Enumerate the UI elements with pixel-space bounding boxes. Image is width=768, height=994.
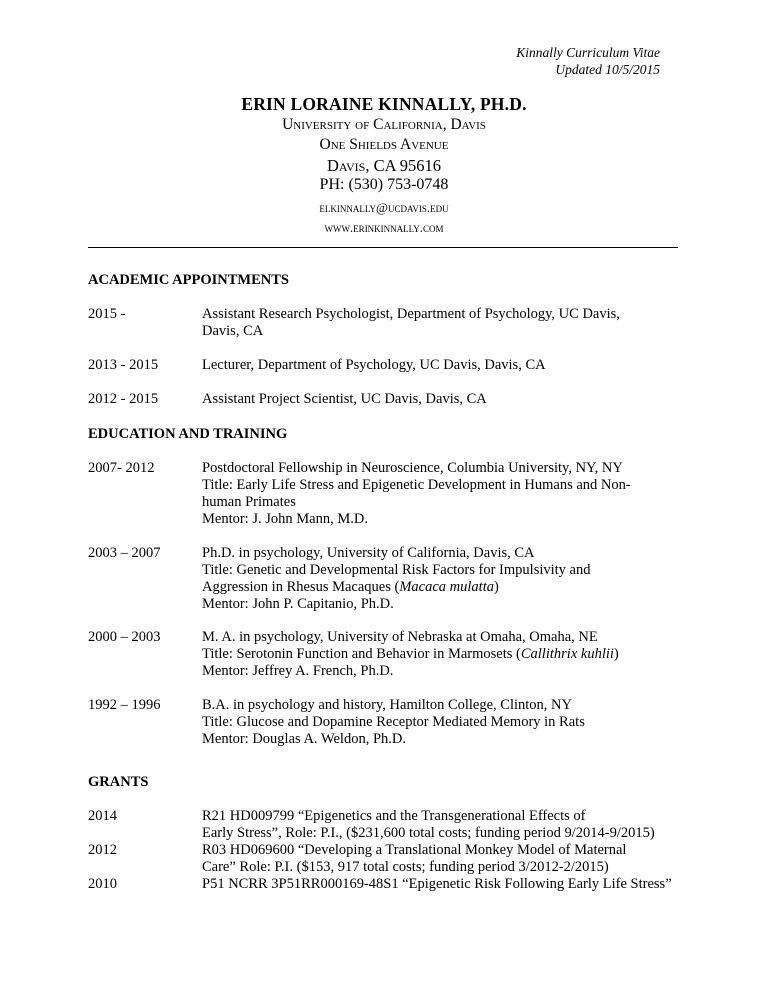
- entry-line: Assistant Research Psychologist, Department of Psychology, UC Davis,: [202, 306, 620, 322]
- cv-name: ERIN LORAINE KINNALLY, PH.D.: [241, 94, 527, 114]
- grant-line: R21 HD009799 “Epigenetics and the Transgenerational Effects of: [202, 808, 586, 824]
- phone: PH: (530) 753-0748: [319, 176, 449, 193]
- title-text: ): [613, 646, 619, 662]
- entry-date: 2003 – 2007: [88, 545, 161, 561]
- species-name: Macaca mulatta: [399, 579, 494, 595]
- header-divider: [88, 247, 678, 248]
- title-line: [202, 579, 682, 596]
- running-title: Kinnally Curriculum Vitae: [516, 45, 660, 60]
- entry-line: Davis, CA: [202, 323, 264, 339]
- title-line: Title: Glucose and Dopamine Receptor Mediated Memory in Rats: [202, 714, 585, 730]
- title-line: human Primates: [202, 494, 296, 510]
- grant-year: 2010: [88, 876, 117, 892]
- city-address: Davis, CA 95616: [326, 156, 441, 175]
- street-address: One Shields Avenue: [319, 136, 449, 153]
- updated-date: Updated 10/5/2015: [555, 62, 660, 77]
- running-header: [516, 44, 660, 78]
- section-heading-education: EDUCATION AND TRAINING: [88, 426, 288, 442]
- species-name: Callithrix kuhlii: [520, 646, 614, 662]
- entry-date: 1992 – 1996: [88, 697, 161, 713]
- section-heading-grants: GRANTS: [88, 774, 149, 790]
- title-text: Title: Serotonin Function and Behavior in Marmosets (: [202, 646, 521, 662]
- title-text: ): [493, 579, 499, 595]
- grant-line: Care” Role: P.I. ($153, 917 total costs; funding period 3/2012-2/2015): [202, 859, 609, 875]
- website: www.erinkinnally.com: [324, 220, 444, 235]
- entry-date: 2013 - 2015: [88, 357, 159, 373]
- grant-year: 2012: [88, 842, 117, 858]
- grant-line: Early Stress”, Role: P.I., ($231,600 total costs; funding period 9/2014-9/2015): [202, 825, 655, 841]
- entry-date: 2012 - 2015: [88, 391, 159, 407]
- entry-date: 2007- 2012: [88, 460, 155, 476]
- entry-date: 2015 -: [88, 306, 126, 322]
- title-line: Title: Genetic and Developmental Risk Factors for Impulsivity and: [202, 562, 591, 578]
- degree-line: M. A. in psychology, University of Nebraska at Omaha, Omaha, NE: [202, 629, 598, 645]
- section-heading-appointments: ACADEMIC APPOINTMENTS: [88, 272, 289, 288]
- entry-line: Assistant Project Scientist, UC Davis, Davis, CA: [202, 391, 487, 407]
- degree-line: Postdoctoral Fellowship in Neuroscience, Columbia University, NY, NY: [202, 460, 623, 476]
- grant-line: R03 HD069600 “Developing a Translational Monkey Model of Maternal: [202, 842, 627, 858]
- grant-line: P51 NCRR 3P51RR000169-48S1 “Epigenetic Risk Following Early Life Stress”: [202, 876, 672, 892]
- mentor-line: Mentor: J. John Mann, M.D.: [202, 511, 368, 527]
- entry-line: Lecturer, Department of Psychology, UC Davis, Davis, CA: [202, 357, 546, 373]
- grant-list: [202, 808, 672, 893]
- title-line: [202, 646, 682, 663]
- mentor-line: Mentor: John P. Capitanio, Ph.D.: [202, 596, 394, 612]
- degree-line: B.A. in psychology and history, Hamilton College, Clinton, NY: [202, 697, 572, 713]
- title-line: Title: Early Life Stress and Epigenetic Development in Humans and Non-: [202, 477, 631, 493]
- email: elkinnally@ucdavis.edu: [319, 200, 449, 215]
- grant-year: 2014: [88, 808, 117, 824]
- degree-line: Ph.D. in psychology, University of California, Davis, CA: [202, 545, 535, 561]
- mentor-line: Mentor: Douglas A. Weldon, Ph.D.: [202, 731, 406, 747]
- title-text: Aggression in Rhesus Macaques (: [202, 579, 400, 595]
- mentor-line: Mentor: Jeffrey A. French, Ph.D.: [202, 663, 394, 679]
- institution: University of California, Davis: [282, 116, 486, 133]
- entry-date: 2000 – 2003: [88, 629, 161, 645]
